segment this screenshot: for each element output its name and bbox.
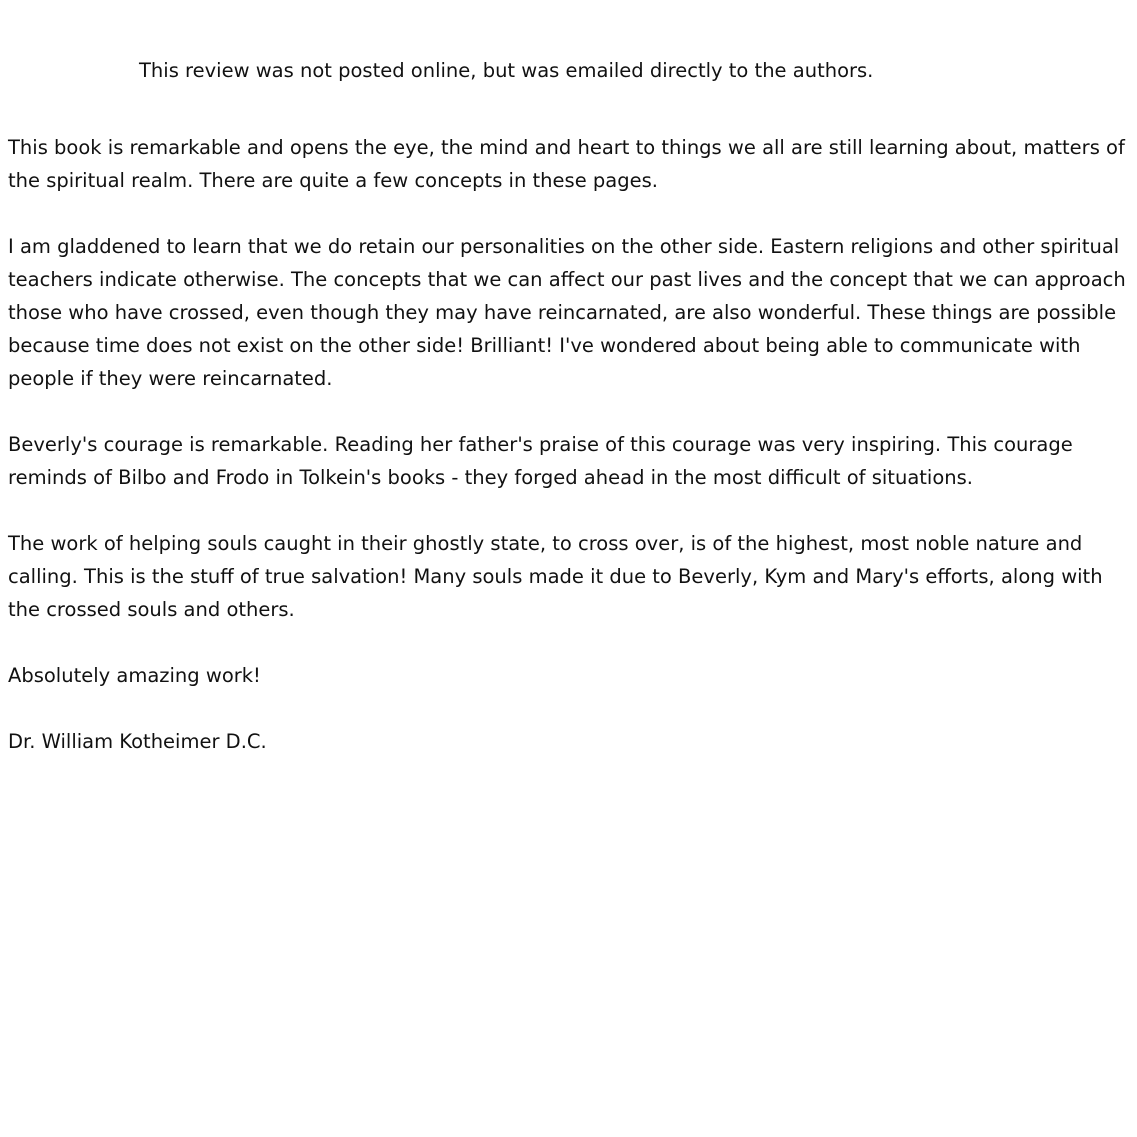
review-paragraph-closing: Absolutely amazing work! xyxy=(8,664,261,687)
review-paragraph-intro: This book is remarkable and opens the eye, the mind and heart to things we all are still learning about, matters of the spiritual realm. There are quite a few concepts in these pages. xyxy=(8,136,1125,192)
review-paragraph-souls: The work of helping souls caught in their ghostly state, to cross over, is of the highest, most noble nature and calling. This is the stuff of true salvation! Many souls made it due to Beverly, Kym and Mary's efforts, along with the crossed souls and others. xyxy=(8,532,1103,621)
review-paragraph-personalities: I am gladdened to learn that we do retain our personalities on the other side. Eastern religions and other spiritual teachers indicate otherwise. The concepts that we can affect our past lives and the concept that we can approach those who have crossed, even though they may have reincarnated, are also wonderful. These things are possible because time does not exist on the other side! Brilliant! I've wondered about being able to communicate with people if they were reincarnated. xyxy=(8,235,1126,390)
review-paragraph-courage: Beverly's courage is remarkable. Reading her father's praise of this courage was very inspiring. This courage reminds of Bilbo and Frodo in Tolkein's books - they forged ahead in the most difficult of situations. xyxy=(8,433,1073,489)
review-signature: Dr. William Kotheimer D.C. xyxy=(8,730,267,753)
posting-note: This review was not posted online, but was emailed directly to the authors. xyxy=(139,59,874,82)
review-document xyxy=(8,54,1128,758)
